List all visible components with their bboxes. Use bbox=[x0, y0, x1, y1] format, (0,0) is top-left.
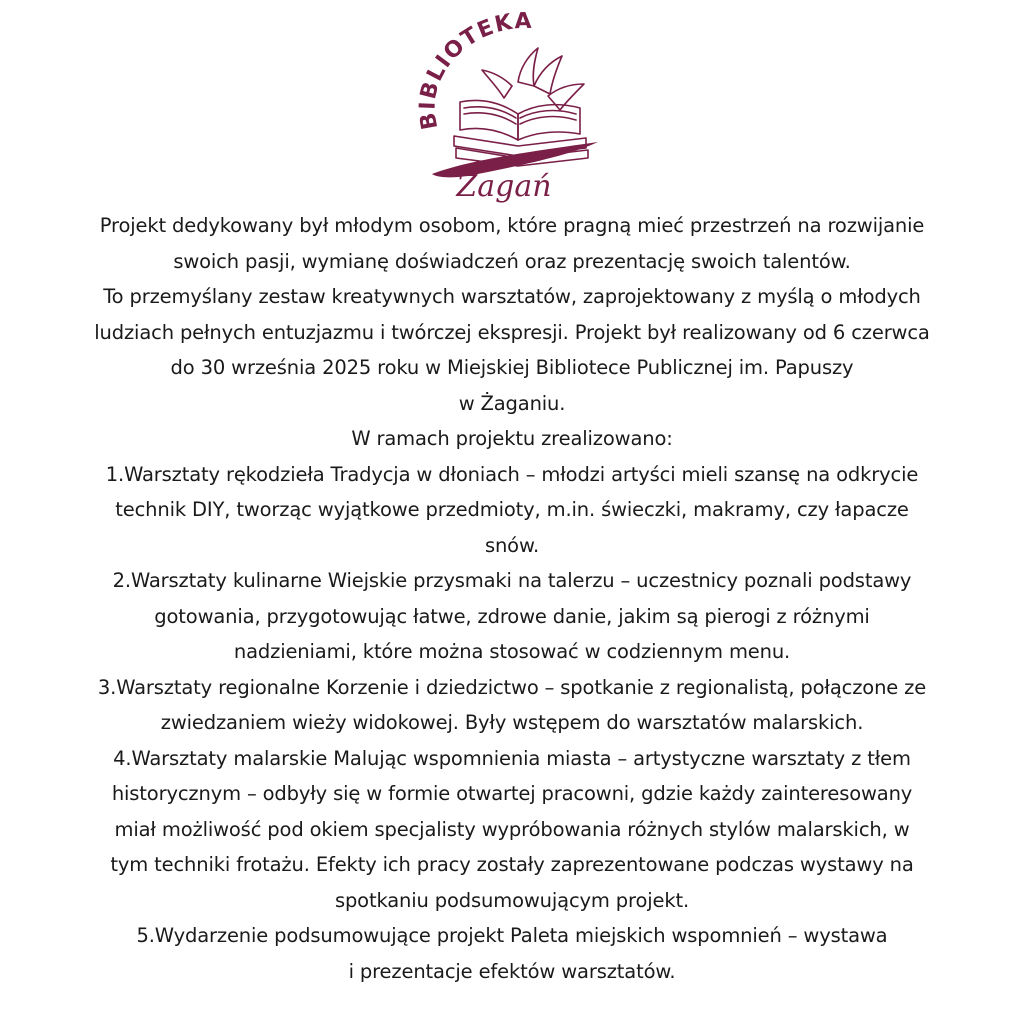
text-line: To przemyślany zestaw kreatywnych warsztatów, zaprojektowany z myślą o młodych bbox=[103, 285, 921, 308]
text-line: w Żaganiu. bbox=[458, 391, 566, 415]
text-line: snów. bbox=[484, 533, 540, 557]
list-item-2 bbox=[12, 563, 1012, 670]
list-item-4 bbox=[12, 741, 1012, 919]
text-line: ludziach pełnych entuzjazmu i twórczej ekspresji. Projekt był realizowany od 6 czerwca bbox=[94, 320, 930, 344]
paragraph-intro bbox=[12, 208, 1012, 279]
text-line: miał możliwość pod okiem specjalisty wypróbowania różnych stylów malarskich, w bbox=[114, 817, 910, 841]
paragraph-description bbox=[12, 279, 1012, 421]
text-line: do 30 września 2025 roku w Miejskiej Bibliotece Publicznej im. Papuszy bbox=[170, 356, 854, 379]
list-item-5 bbox=[12, 918, 1012, 989]
text-line: 1.Warsztaty rękodzieła Tradycja w dłoniach – młodzi artyści mieli szansę na odkrycie bbox=[105, 462, 919, 486]
paragraph-list-heading bbox=[12, 421, 1012, 457]
text-line: 5.Wydarzenie podsumowujące projekt Paleta miejskich wspomnień – wystawa bbox=[136, 924, 888, 947]
logo-city: Żagań bbox=[456, 169, 552, 204]
text-line: nadzieniami, które można stosować w codziennym menu. bbox=[233, 640, 791, 663]
project-description bbox=[12, 208, 1012, 989]
text-line: 3.Warsztaty regionalne Korzenie i dziedzictwo – spotkanie z regionalistą, połączone ze bbox=[97, 675, 927, 699]
text-line: Projekt dedykowany był młodym osobom, które pragną mieć przestrzeń na rozwijanie bbox=[99, 214, 925, 237]
biblioteka-zagan-logo bbox=[408, 10, 608, 206]
list-item-3 bbox=[12, 670, 1012, 741]
text-line: technik DIY, tworząc wyjątkowe przedmioty, m.in. świeczki, makramy, czy łapacze bbox=[115, 498, 909, 521]
text-line: zwiedzaniem wieży widokowej. Były wstępem do warsztatów malarskich. bbox=[160, 711, 864, 734]
list-item-1 bbox=[12, 457, 1012, 564]
text-line: 2.Warsztaty kulinarne Wiejskie przysmaki na talerzu – uczestnicy poznali podstawy bbox=[112, 569, 912, 592]
text-line: W ramach projektu zrealizowano: bbox=[351, 427, 673, 450]
text-line: swoich pasji, wymianę doświadczeń oraz prezentację swoich talentów. bbox=[173, 249, 851, 273]
logo-title: BIBLIOTEKA bbox=[415, 10, 534, 132]
text-line: historycznym – odbyły się w formie otwartej pracowni, gdzie każdy zainteresowany bbox=[111, 782, 913, 805]
text-line: 4.Warsztaty malarskie Malując wspomnienia miasta – artystyczne warsztaty z tłem bbox=[113, 746, 911, 770]
text-line: i prezentacje efektów warsztatów. bbox=[348, 959, 676, 983]
text-line: gotowania, przygotowując łatwe, zdrowe danie, jakim są pierogi z różnymi bbox=[154, 604, 870, 628]
text-line: spotkaniu podsumowującym projekt. bbox=[334, 888, 690, 912]
text-line: tym techniki frotażu. Efekty ich pracy zostały zaprezentowane podczas wystawy na bbox=[110, 853, 914, 876]
